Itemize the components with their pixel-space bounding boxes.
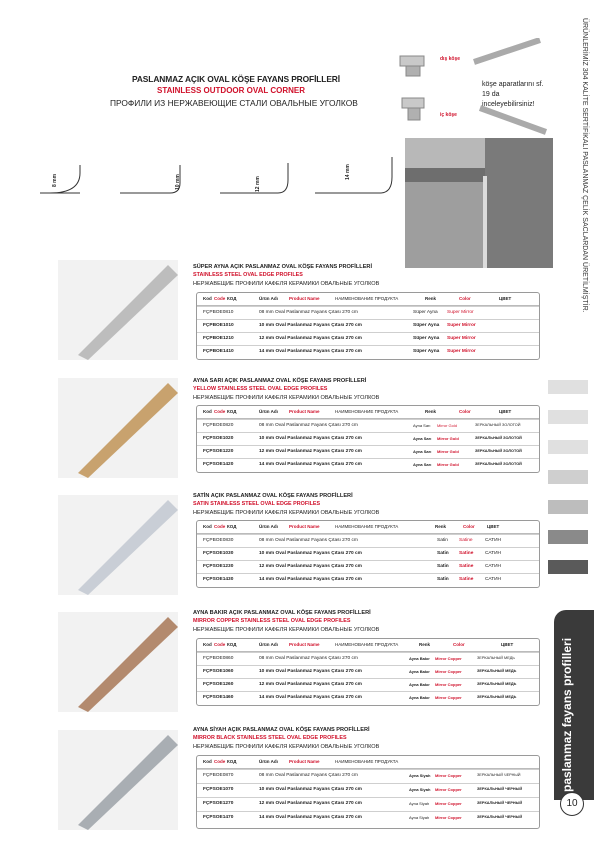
product-table <box>196 405 540 473</box>
section-subtitle-ru: НЕРЖАВЕЩИЕ ПРОФИЛИ КАФЕЛЯ КЕРАМИКИ ОВАЛЬНЫЕ УГОЛКОВ <box>193 627 380 633</box>
table-row: FÇPSOE1260 12 mm Oval Paslanmaz Fayans Çıtası 270 cm Ayna Bakır Mirror Copper ЗЕРКАЛЬНЫЙ МЕДЬ <box>197 678 539 692</box>
table-header: Kod Code КОД Ürün Adı Product Name НАИМЕНОВАНИЕ ПРОДУКТА Renk Color ЦВЕТ <box>197 639 539 652</box>
table-row: FÇPBOE1010 10 mm Oval Paslanmaz Fayans Çıtası 270 cm Süper Ayna Super Mirror <box>197 319 539 333</box>
corner-note: köşe aparatlarını sf. 19 da inceleyebilirsiniz! <box>482 81 544 108</box>
page-number: 10 <box>560 792 584 816</box>
section-subtitle-ru: НЕРЖАВЕЩИЕ ПРОФИЛИ КАФЕЛЯ КЕРАМИКИ ОВАЛЬНЫЕ УГОЛКОВ <box>193 395 380 401</box>
table-row: FÇPSOE1420 14 mm Oval Paslanmaz Fayans Çıtası 270 cm Ayna Sarı Mirror Gold ЗЕРКАЛЬНЫЙ ЗОЛОТОЙ <box>197 458 539 472</box>
table-row: FÇPSOE1270 12 mm Oval Paslanmaz Fayans Çıtası 270 cm Ayna Siyah Mirror Copper ЗЕРКАЛЬНЫЙ ЧЕРНЫЙ <box>197 797 539 812</box>
section-subtitle-ru: НЕРЖАВЕЩИЕ ПРОФИЛИ КАФЕЛЯ КЕРАМИКИ ОВАЛЬНЫЕ УГОЛКОВ <box>193 281 380 287</box>
product-image-black <box>58 730 178 830</box>
table-row: FÇPBOE1210 12 mm Oval Paslanmaz Fayans Çıtası 270 cm Süper Ayna Super Mirror <box>197 332 539 346</box>
table-row: FÇPSOE1030 10 mm Oval Paslanmaz Fayans Çıtası 270 cm Satin Satine САТИН <box>197 547 539 561</box>
size-label: 10 mm <box>175 174 181 190</box>
section-title: SÜPER AYNA AÇIK PASLANMAZ OVAL KÖŞE FAYANS PROFİLLERİ <box>193 264 373 270</box>
table-row: FÇPSOE1430 14 mm Oval Paslanmaz Fayans Çıtası 270 cm Satin Satine САТИН <box>197 573 539 587</box>
tile-corner-photo <box>405 138 553 268</box>
product-image-copper <box>58 612 178 712</box>
section-subtitle-en: SATIN STAINLESS STEEL OVAL EDGE PROFILES <box>193 501 321 507</box>
inner-corner-label: iç köşe <box>440 112 457 118</box>
table-row: FÇPSOE1230 12 mm Oval Paslanmaz Fayans Çıtası 270 cm Satin Satine САТИН <box>197 560 539 574</box>
section-title: AYNA SİYAH AÇIK PASLANMAZ OVAL KÖŞE FAYANS PROFİLLERİ <box>193 727 370 733</box>
outer-corner-label: dış köşe <box>440 56 461 62</box>
table-row: FÇPSOE1220 12 mm Oval Paslanmaz Fayans Çıtası 270 cm Ayna Sarı Mirror Gold ЗЕРКАЛЬНЫЙ ЗОЛОТОЙ <box>197 445 539 459</box>
table-row: FÇPBOE0820 08 mm Oval Paslanmaz Fayans Çıtası 270 cm Ayna Sarı Mirror Gold ЗЕРКАЛЬНЫЙ ЗОЛОТОЙ <box>197 419 539 433</box>
size-label: 8 mm <box>52 173 58 187</box>
table-header: Kod Code КОД Ürün Adı Product Name НАИМЕНОВАНИЕ ПРОДУКТА <box>197 756 539 769</box>
product-image-super-mirror <box>58 260 178 360</box>
table-header: Kod Code КОД Ürün Adı Product Name НАИМЕНОВАНИЕ ПРОДУКТА Renk Color ЦВЕТ <box>197 521 539 534</box>
product-table <box>196 638 540 706</box>
table-row: FÇPSOE1060 10 mm Oval Paslanmaz Fayans Çıtası 270 cm Ayna Bakır Mirror Copper ЗЕРКАЛЬНЫЙ МЕДЬ <box>197 665 539 679</box>
table-header: Kod Code КОД Ürün Adı Product Name НАИМЕНОВАНИЕ ПРОДУКТА Renk Color ЦВЕТ <box>197 406 539 419</box>
category-tab-label: paslanmaz fayans profilleri <box>560 637 574 792</box>
product-table <box>196 292 540 360</box>
table-row: FÇPBOE0860 08 mm Oval Paslanmaz Fayans Çıtası 270 cm Ayna Bakır Mirror Copper ЗЕРКАЛЬНЫЙ МЕДЬ <box>197 652 539 666</box>
profile-cross-sections <box>40 155 420 210</box>
section-subtitle-en: STAINLESS STEEL OVAL EDGE PROFILES <box>193 272 303 278</box>
table-row: FÇPBOE0830 08 mm Oval Paslanmaz Fayans Çıtası 270 cm Satin Satine САТИН <box>197 534 539 548</box>
section-subtitle-en: YELLOW STAINLESS STEEL OVAL EDGE PROFILES <box>193 386 328 392</box>
product-table <box>196 520 540 588</box>
side-quality-note: ÜRÜNLERİMİZ 304 KALİTE SERTİFİKALI PASLANMAZ ÇELİK SACLARDAN ÜRETİLMİŞTİR. <box>581 18 588 313</box>
section-title: AYNA SARI AÇIK PASLANMAZ OVAL KÖŞE FAYANS PROFİLLERİ <box>193 378 367 384</box>
section-subtitle-ru: НЕРЖАВЕЩИЕ ПРОФИЛИ КАФЕЛЯ КЕРАМИКИ ОВАЛЬНЫЕ УГОЛКОВ <box>193 510 380 516</box>
page-subtitle-ru: ПРОФИЛИ ИЗ НЕРЖАВЕЮЩИЕ СТАЛИ ОВАЛЬНЫЕ УГОЛКОВ <box>110 98 358 108</box>
section-title: SATİN AÇIK PASLANMAZ OVAL KÖŞE FAYANS PROFİLLERİ <box>193 493 353 499</box>
table-row: FÇPBOE0870 08 mm Oval Paslanmaz Fayans Çıtası 270 cm Ayna Siyah Mirror Copper ЗЕРКАЛЬНЫЙ ЧЕРНЫЙ <box>197 769 539 784</box>
size-label: 14 mm <box>345 164 351 180</box>
product-image-satin <box>58 495 178 595</box>
page-subtitle-en: STAINLESS OUTDOOR OVAL CORNER <box>157 86 306 95</box>
size-label: 12 mm <box>255 176 261 192</box>
table-row: FÇPBOE1410 14 mm Oval Paslanmaz Fayans Çıtası 270 cm Süper Ayna Super Mirror <box>197 345 539 359</box>
section-title: AYNA BAKIR AÇIK PASLANMAZ OVAL KÖŞE FAYANS PROFİLLERİ <box>193 610 371 616</box>
section-subtitle-ru: НЕРЖАВЕЩИЕ ПРОФИЛИ КАФЕЛЯ КЕРАМИКИ ОВАЛЬНЫЕ УГОЛКОВ <box>193 744 380 750</box>
section-subtitle-en: MIRROR COPPER STAINLESS STEEL OVAL EDGE PROFILES <box>193 618 351 624</box>
product-table <box>196 755 540 829</box>
table-row: FÇPBOE0810 08 mm Oval Paslanmaz Fayans Çıtası 270 cm Süper Ayna Super Mirror <box>197 306 539 320</box>
table-header: Kod Code КОД Ürün Adı Product Name НАИМЕНОВАНИЕ ПРОДУКТА Renk Color ЦВЕТ <box>197 293 539 306</box>
table-row: FÇPSOE1070 10 mm Oval Paslanmaz Fayans Çıtası 270 cm Ayna Siyah Mirror Copper ЗЕРКАЛЬНЫЙ ЧЕРНЫЙ <box>197 783 539 798</box>
product-image-gold <box>58 378 178 478</box>
page-title: PASLANMAZ AÇIK OVAL KÖŞE FAYANS PROFİLLERİ <box>132 74 340 84</box>
table-row: FÇPSOE1460 14 mm Oval Paslanmaz Fayans Çıtası 270 cm Ayna Bakır Mirror Copper ЗЕРКАЛЬНЫЙ МЕДЬ <box>197 691 539 705</box>
table-row: FÇPSOE1470 14 mm Oval Paslanmaz Fayans Çıtası 270 cm Ayna Siyah Mirror Copper ЗЕРКАЛЬНЫЙ ЧЕРНЫЙ <box>197 811 539 826</box>
table-row: FÇPSOE1020 10 mm Oval Paslanmaz Fayans Çıtası 270 cm Ayna Sarı Mirror Gold ЗЕРКАЛЬНЫЙ ЗОЛОТОЙ <box>197 432 539 446</box>
side-decor <box>548 380 588 610</box>
section-subtitle-en: MIRROR BLACK STAINLESS STEEL OVAL EDGE PROFILES <box>193 735 347 741</box>
frame-illustration <box>470 38 550 138</box>
